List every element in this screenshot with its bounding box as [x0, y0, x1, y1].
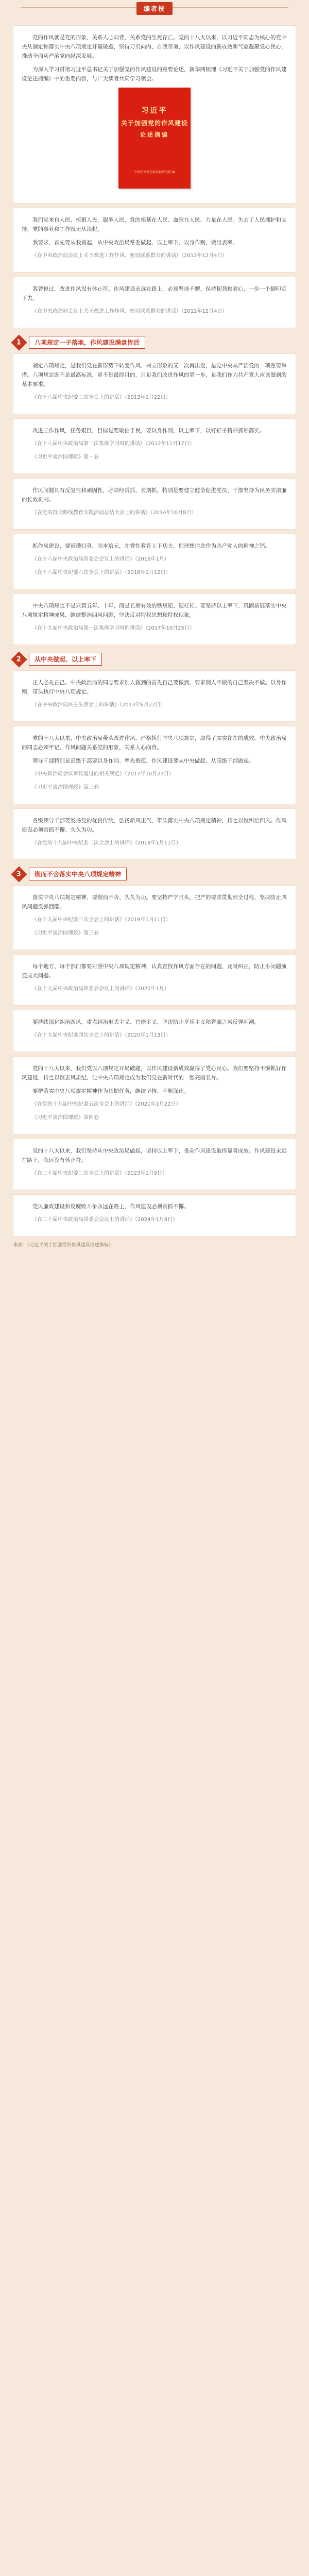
quote-paragraph: 正人必先正己。中央政治局的同志要求别人做到的首先自己要做到，要求别人不做的自己坚决不做。以身作则，带头执行中央八项规定。: [22, 680, 287, 695]
quote-paragraph: 党的十八大以来，我们坚持从中央政治局做起，坚持以上率下，推动作风建设取得显著成效。作风建设永远在路上，永远没有休止符。: [22, 1148, 287, 1163]
editor-note-banner: [0, 0, 309, 21]
quote-source: 《在十八届中央政治局第一次集体学习时的讲话》（2012年11月17日）: [32, 441, 195, 447]
section-heading-2: [13, 653, 296, 666]
quote-source: 《在党的十九届中央纪委二次全会上的讲话》（2018年1月11日）: [32, 840, 181, 846]
quote-card: [13, 419, 296, 473]
quote-source: 《在十八届中央纪委二次全会上的讲话》（2013年1月22日）: [32, 395, 171, 400]
quote-source: 《在党的群众路线教育实践活动总结大会上的讲话》（2014年10月8日）: [32, 510, 197, 516]
book-title-line2: 关于加强党的作风建设: [121, 120, 188, 127]
quote-paragraph: 改进工作作风，任务艰巨，目标是要取信于民，要以身作则，以上率下，以钉钉子精神抓好落实。: [32, 428, 265, 434]
quote-card: [13, 671, 296, 721]
quote-paragraph: 党的十八大以来，中央政治局带头改进作风，严格执行中央八项规定，取得了实实在在的成效。中央政治局的同志必须牢记，作风问题关系党的形象，关系人心向背。: [22, 735, 287, 751]
quote-paragraph: 党风廉政建设和反腐败斗争永远在路上，作风建设必须常抓不懈。: [32, 1204, 190, 1210]
quote-source: 《在二十届中央政治局常委会会议上的讲话》（2024年1月8日）: [32, 1217, 178, 1223]
quote-card: [13, 955, 296, 1005]
quote-source: 《在中央政治局会议上关于改进工作作风、密切联系群众的讲话》（2012年12月4日）: [32, 309, 228, 314]
section-number-badge: 1: [11, 334, 27, 350]
quote-source: 《习近平谈治国理政》第四卷: [32, 1115, 99, 1121]
quote-card: [13, 1057, 296, 1134]
quote-paragraph: 要持续深化纠治四风，重点纠治形式主义、官僚主义，坚决防止享乐主义和奢靡之风反弹回潮。: [32, 1019, 260, 1025]
quote-paragraph: 每个地方、每个部门都要对照中央八项规定精神，认真查找作风方面存在的问题，及时纠正，防止小问题演变成大问题。: [22, 963, 287, 979]
section-title: 八项规定一子落地，作风建设满盘皆活: [29, 336, 145, 349]
quote-source: 《在十九届中央纪委三次全会上的讲话》（2019年1月11日）: [32, 917, 171, 923]
quote-source: 《习近平谈治国理政》第三卷: [32, 785, 99, 790]
quote-card: [13, 809, 296, 859]
quote-source: 《在中央政治局会议上关于改进工作作风、密切联系群众的讲话》（2012年12月4日）: [32, 253, 228, 259]
book-title-line3: 论述摘编: [140, 131, 169, 138]
intro-card: [13, 26, 296, 203]
book-publisher: 中共中央党史和文献研究院 编: [134, 171, 175, 174]
quote-card: [13, 354, 296, 414]
quote-source: 《在党的十九届中央纪委五次全会上的讲话》（2021年1月22日）: [32, 1101, 181, 1107]
quote-card: [13, 534, 296, 589]
quote-card: [13, 1139, 296, 1190]
quote-paragraph: 我们党来自人民，植根人民，服务人民，党的根基在人民、血脉在人民、力量在人民。失去了人民拥护和支持，党的事业和工作就无从谈起。: [22, 217, 287, 232]
quote-paragraph: 抓作风建设，要返璞归真、固本培元，在党性教育上下功夫，把理想信念作为共产党人的精神之钙。: [32, 543, 270, 549]
quote-source: 《在十八届中央政治局常委会会议上的讲话》（2016年1月）: [32, 556, 169, 562]
quote-card: [13, 277, 296, 328]
quote-source: 《在十九届中央纪委四次全会上的讲话》（2020年1月13日）: [32, 1032, 171, 1038]
quote-card: [13, 1010, 296, 1052]
quote-paragraph: 我要求，首先要从我做起，从中央政治局常委做起，以上率下，以身作则，做出表率。: [32, 240, 238, 246]
quote-paragraph: 党的十八大以来，我们党以八项规定开局破题，以作风建设新成效赢得了党心民心。我们要坚持不懈抓好作风建设，持之以恒正风肃纪，让中央八项规定成为我们党在新时代的一张亮丽名片。: [22, 1065, 287, 1081]
quote-paragraph: 各级领导干部要发扬党的优良传统，弘扬新风正气，带头落实中央八项规定精神，持之以恒纠治四风。作风建设必须常抓不懈、久久为功。: [22, 818, 287, 833]
quote-card: [13, 208, 296, 272]
quote-source: 《在十九届中央政治局第一次集体学习时的讲话》（2017年10月25日）: [32, 625, 195, 631]
quote-card: [13, 594, 296, 645]
section-number-badge: 2: [11, 651, 27, 667]
section-number-badge: 3: [11, 866, 27, 882]
quote-paragraph: 要把落实中央八项规定精神作为长期任务，继续坚持、不断深化。: [32, 1088, 190, 1094]
quote-paragraph: 制定八项规定，是我们党在新形势下转变作风、树立形象的又一次再出发，是党中央从严治党的一项重要举措。八项规定既不是最高标准，更不是最终目的，只是我们改进作风的第一步，是我们作为共产党人应该做到的基本要求。: [22, 363, 287, 387]
quote-source: 《在二十届中央纪委二次全会上的讲话》（2023年1月9日）: [32, 1171, 168, 1176]
quote-source: 《习近平谈治国理政》第三卷: [32, 930, 99, 936]
quote-source: 《在十九届中央政治局常委会会议上的讲话》（2020年1月）: [32, 986, 169, 992]
quote-card: [13, 886, 296, 950]
quote-source: 《中央政治局会议审议通过的相关规定》（2017年10月27日）: [32, 771, 174, 777]
quote-card: [13, 1195, 296, 1236]
footer-source-note: 来源：《习近平关于加强党的作风建设论述摘编》: [13, 1243, 113, 1248]
book-cover: [118, 88, 191, 189]
quote-source: 《在十八届中央纪委六次全会上的讲话》（2016年1月12日）: [32, 570, 171, 575]
book-title-line1: 习近平: [141, 107, 168, 115]
quote-source: 《习近平谈治国理政》第一卷: [32, 454, 99, 460]
quote-paragraph: 作风问题具有反复性和顽固性，必须经常抓、长期抓，特别是要建立健全促进党员、干部坚持为民务实清廉的长效机制。: [22, 487, 287, 503]
section-heading-3: [13, 868, 296, 880]
section-heading-1: [13, 336, 296, 349]
quote-paragraph: 我曾说过，改进作风没有休止符。作风建设永远在路上，必须坚持不懈，保持韧劲和耐心，一步一个脚印走下去。: [22, 286, 287, 301]
section-title: 锲而不舍落实中央八项规定精神: [29, 868, 127, 880]
section-title: 从中央做起、以上率下: [29, 653, 102, 666]
quote-source: 《在中央政治局民主生活会上的讲话》（2013年6月22日）: [32, 702, 166, 708]
quote-card: [13, 479, 296, 529]
intro-paragraph: 党的作风就是党的形象，关系人心向背，关系党的生死存亡。党的十八大以来，以习近平同志为核心的党中央从制定和落实中央八项规定开篇破题，坚持刀刃向内、自我革命，以作风建设的新成效新气象凝聚党心民心，推动全面从严治党向纵深发展。: [22, 35, 287, 59]
editor-note-label: 编者按: [136, 2, 173, 15]
quote-paragraph: 中央八项规定不是只管五年、十年，而是长期有效的铁规矩、硬杠杠。要坚持以上率下，巩固拓展落实中央八项规定精神成果，继续整治四风问题，坚决反对特权思想和特权现象。: [22, 603, 287, 618]
book-cover-wrap: [22, 88, 287, 189]
quote-paragraph: 领导干部特别是高级干部要以身作则、率先垂范，作风建设要从中央做起、从高级干部做起。: [32, 758, 254, 764]
quote-paragraph: 落实中央八项规定精神，要锲而不舍、久久为功。要坚持严字当头，把严的要求贯彻到全过程，坚决防止四风问题反弹回潮。: [22, 894, 287, 910]
quote-card: [13, 726, 296, 804]
intro-paragraph: 为深入学习贯彻习近平总书记关于加强党的作风建设的重要论述，新华网梳理《习近平关于加强党的作风建设论述摘编》中的重要内容，与广大读者共同学习领会。: [22, 66, 287, 82]
